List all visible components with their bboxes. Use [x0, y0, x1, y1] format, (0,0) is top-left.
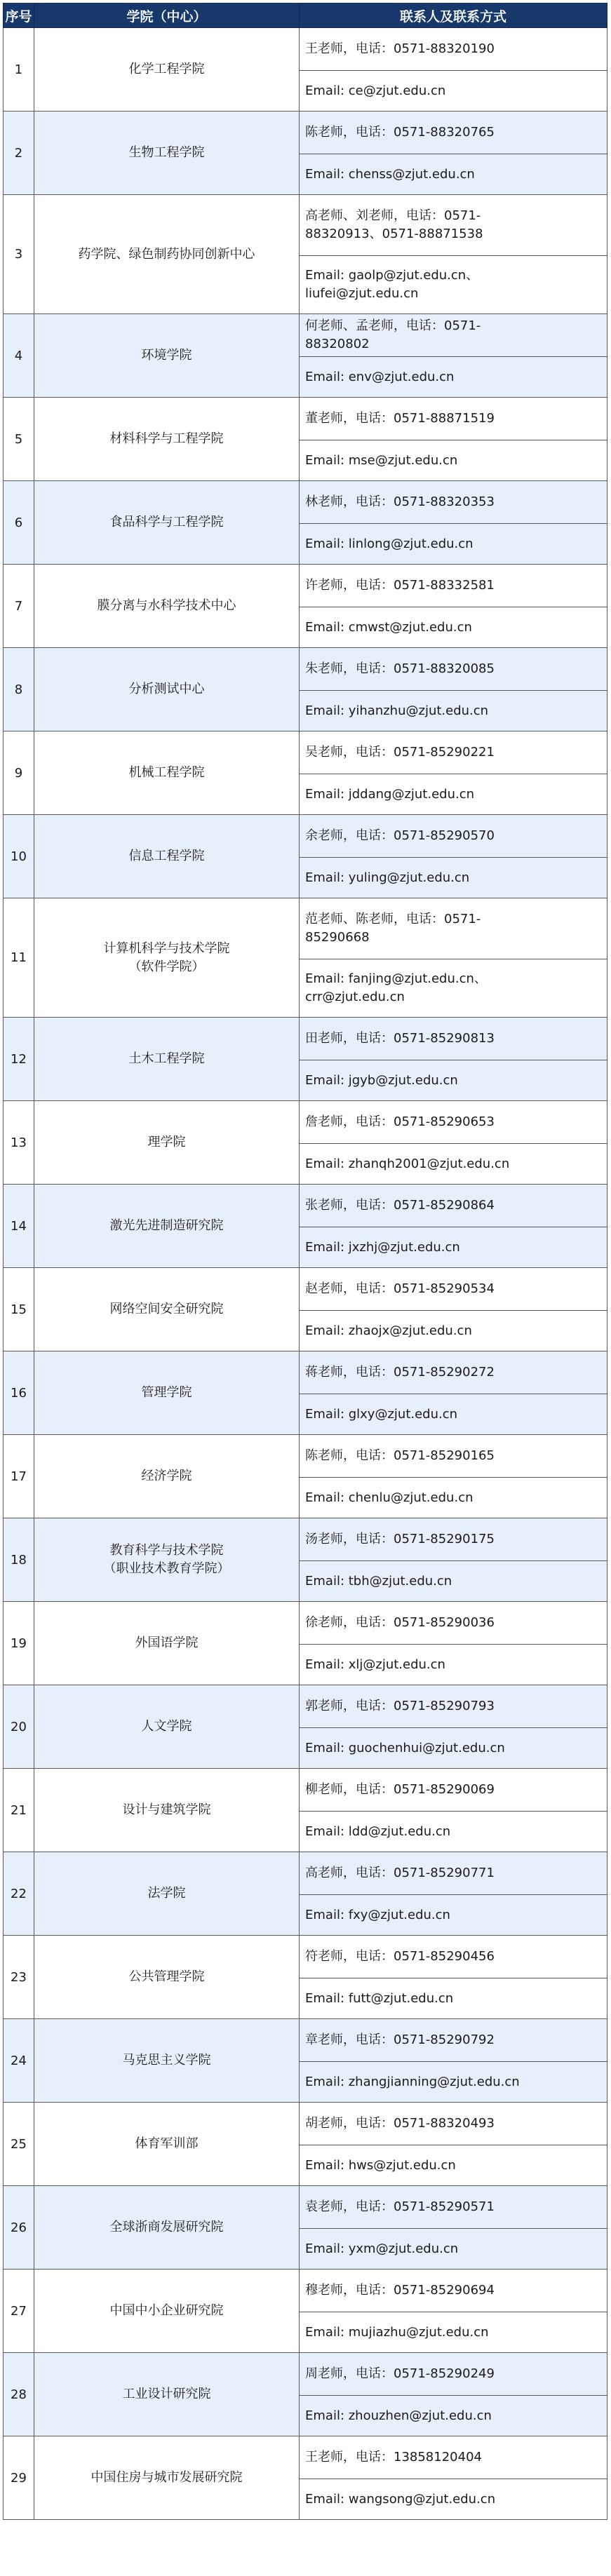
contact-email[interactable]: Email: yuling@zjut.edu.cn	[305, 870, 470, 885]
row-number: 9	[4, 731, 34, 815]
contact-phone: 范老师、陈老师，电话：0571- 85290668	[300, 898, 607, 959]
contact-phone: 陈老师，电话：0571-88320765	[300, 112, 607, 154]
college-name: 机械工程学院	[34, 731, 300, 815]
contact-email[interactable]: Email: tbh@zjut.edu.cn	[305, 1573, 452, 1589]
table-row	[4, 2103, 607, 2186]
row-number: 8	[4, 648, 34, 731]
table-row	[4, 2436, 607, 2520]
college-name: 药学院、绿色制药协同创新中心	[34, 195, 300, 314]
contact-email[interactable]: Email: cmwst@zjut.edu.cn	[305, 619, 472, 635]
college-name: 人文学院	[34, 1685, 300, 1769]
college-name: 化学工程学院	[34, 28, 300, 112]
table-row	[4, 1518, 607, 1602]
contact-email[interactable]: Email: gaolp@zjut.edu.cn、 liufei@zjut.edu.cn	[305, 268, 479, 301]
contact-cell	[300, 1685, 607, 1769]
contact-cell	[300, 648, 607, 731]
contact-phone: 王老师，电话：0571-88320190	[300, 28, 607, 71]
contact-email[interactable]: Email: zhouzhen@zjut.edu.cn	[305, 2408, 492, 2423]
contact-email[interactable]: Email: futt@zjut.edu.cn	[305, 1990, 454, 2006]
header-contact: 联系人及联系方式	[300, 4, 607, 28]
table-row	[4, 1185, 607, 1268]
contact-phone: 穆老师，电话：0571-85290694	[300, 2270, 607, 2312]
contact-cell	[300, 1351, 607, 1435]
table-row	[4, 1435, 607, 1518]
contact-phone: 汤老师，电话：0571-85290175	[300, 1518, 607, 1561]
contact-email[interactable]: Email: zhangjianning@zjut.edu.cn	[305, 2074, 520, 2089]
college-name: 理学院	[34, 1101, 300, 1185]
row-number: 14	[4, 1185, 34, 1268]
contact-email[interactable]: Email: glxy@zjut.edu.cn	[305, 1406, 458, 1422]
college-name: 公共管理学院	[34, 1936, 300, 2019]
row-number: 5	[4, 398, 34, 481]
row-number: 28	[4, 2353, 34, 2436]
contact-cell	[300, 2436, 607, 2520]
contact-cell	[300, 1769, 607, 1852]
contact-phone: 胡老师，电话：0571-88320493	[300, 2103, 607, 2145]
college-name: 计算机科学与技术学院 （软件学院）	[34, 898, 300, 1018]
row-number: 19	[4, 1602, 34, 1685]
contact-email[interactable]: Email: chenss@zjut.edu.cn	[305, 166, 475, 182]
contact-cell	[300, 731, 607, 815]
college-name: 中国中小企业研究院	[34, 2270, 300, 2353]
contact-phone: 吴老师，电话：0571-85290221	[300, 731, 607, 774]
table-row	[4, 1268, 607, 1351]
contact-email[interactable]: Email: chenlu@zjut.edu.cn	[305, 1490, 474, 1505]
college-name: 分析测试中心	[34, 648, 300, 731]
table-row	[4, 1018, 607, 1101]
contact-phone: 高老师，电话：0571-85290771	[300, 1852, 607, 1895]
contact-cell	[300, 2103, 607, 2186]
contact-phone: 林老师，电话：0571-88320353	[300, 481, 607, 524]
row-number: 24	[4, 2019, 34, 2103]
table-row	[4, 1936, 607, 2019]
college-name: 法学院	[34, 1852, 300, 1936]
contact-cell	[300, 1101, 607, 1185]
college-name: 激光先进制造研究院	[34, 1185, 300, 1268]
contact-email[interactable]: Email: env@zjut.edu.cn	[305, 369, 455, 384]
table-row	[4, 1351, 607, 1435]
table-row	[4, 1602, 607, 1685]
contact-email[interactable]: Email: hws@zjut.edu.cn	[305, 2157, 456, 2173]
row-number: 4	[4, 314, 34, 398]
row-number: 6	[4, 481, 34, 565]
contact-phone: 王老师，电话：13858120404	[300, 2436, 607, 2479]
row-number: 1	[4, 28, 34, 112]
row-number: 10	[4, 815, 34, 898]
contact-email[interactable]: Email: linlong@zjut.edu.cn	[305, 536, 474, 551]
table-row	[4, 2270, 607, 2353]
college-name: 外国语学院	[34, 1602, 300, 1685]
table-row	[4, 1685, 607, 1769]
contact-phone: 田老师，电话：0571-85290813	[300, 1018, 607, 1060]
contact-table	[3, 3, 607, 2520]
contact-phone: 朱老师，电话：0571-88320085	[300, 648, 607, 691]
table-row	[4, 481, 607, 565]
table-row	[4, 1852, 607, 1936]
contact-phone: 蒋老师，电话：0571-85290272	[300, 1351, 607, 1394]
header-college: 学院（中心）	[34, 4, 300, 28]
contact-email[interactable]: Email: jxzhj@zjut.edu.cn	[305, 1239, 460, 1255]
contact-phone: 余老师，电话：0571-85290570	[300, 815, 607, 858]
contact-cell	[300, 28, 607, 112]
row-number: 20	[4, 1685, 34, 1769]
contact-email[interactable]: Email: fxy@zjut.edu.cn	[305, 1907, 450, 1922]
contact-phone: 许老师，电话：0571-88332581	[300, 565, 607, 607]
contact-email[interactable]: Email: jgyb@zjut.edu.cn	[305, 1072, 458, 1088]
contact-phone: 袁老师，电话：0571-85290571	[300, 2186, 607, 2229]
contact-cell	[300, 2353, 607, 2436]
college-name: 工业设计研究院	[34, 2353, 300, 2436]
contact-phone: 董老师，电话：0571-88871519	[300, 398, 607, 440]
table-row	[4, 2019, 607, 2103]
row-number: 22	[4, 1852, 34, 1936]
contact-email[interactable]: Email: xlj@zjut.edu.cn	[305, 1657, 445, 1672]
contact-email[interactable]: Email: yxm@zjut.edu.cn	[305, 2241, 459, 2256]
contact-cell	[300, 1852, 607, 1936]
table-header-row	[4, 4, 607, 28]
row-number: 25	[4, 2103, 34, 2186]
contact-cell	[300, 1518, 607, 1602]
contact-phone: 郭老师，电话：0571-85290793	[300, 1685, 607, 1728]
contact-email[interactable]: Email: wangsong@zjut.edu.cn	[305, 2491, 496, 2507]
contact-email[interactable]: Email: zhanqh2001@zjut.edu.cn	[305, 1156, 510, 1171]
table-row	[4, 648, 607, 731]
row-number: 12	[4, 1018, 34, 1101]
contact-cell	[300, 1602, 607, 1685]
contact-email[interactable]: Email: ldd@zjut.edu.cn	[305, 1823, 451, 1839]
table-row	[4, 565, 607, 648]
table-row	[4, 1101, 607, 1185]
contact-phone: 陈老师，电话：0571-85290165	[300, 1435, 607, 1478]
table-row	[4, 195, 607, 314]
row-number: 15	[4, 1268, 34, 1351]
contact-phone: 章老师，电话：0571-85290792	[300, 2019, 607, 2062]
contact-phone: 张老师，电话：0571-85290864	[300, 1185, 607, 1227]
row-number: 27	[4, 2270, 34, 2353]
contact-cell	[300, 1268, 607, 1351]
row-number: 13	[4, 1101, 34, 1185]
contact-phone: 詹老师，电话：0571-85290653	[300, 1101, 607, 1144]
row-number: 7	[4, 565, 34, 648]
row-number: 11	[4, 898, 34, 1018]
row-number: 21	[4, 1769, 34, 1852]
college-name: 马克思主义学院	[34, 2019, 300, 2103]
contact-email[interactable]: Email: zhaojx@zjut.edu.cn	[305, 1323, 472, 1338]
contact-cell	[300, 815, 607, 898]
college-name: 体育军训部	[34, 2103, 300, 2186]
contact-email[interactable]: Email: fanjing@zjut.edu.cn、 crr@zjut.edu.cn	[305, 971, 487, 1004]
college-name: 膜分离与水科学技术中心	[34, 565, 300, 648]
college-name: 网络空间安全研究院	[34, 1268, 300, 1351]
college-name: 设计与建筑学院	[34, 1769, 300, 1852]
row-number: 23	[4, 1936, 34, 2019]
contact-cell	[300, 1936, 607, 2019]
college-name: 全球浙商发展研究院	[34, 2186, 300, 2270]
college-name: 食品科学与工程学院	[34, 481, 300, 565]
contact-phone: 何老师、孟老师，电话：0571- 88320802	[300, 314, 607, 357]
college-name: 环境学院	[34, 314, 300, 398]
college-name: 信息工程学院	[34, 815, 300, 898]
table-row	[4, 731, 607, 815]
contact-phone: 高老师、刘老师，电话：0571- 88320913、0571-88871538	[300, 195, 607, 256]
table-row	[4, 112, 607, 195]
contact-email[interactable]: Email: ce@zjut.edu.cn	[305, 83, 446, 98]
contact-cell	[300, 2186, 607, 2270]
contact-phone: 赵老师，电话：0571-85290534	[300, 1268, 607, 1311]
contact-phone: 柳老师，电话：0571-85290069	[300, 1769, 607, 1812]
contact-cell	[300, 481, 607, 565]
table-row	[4, 815, 607, 898]
contact-phone: 周老师，电话：0571-85290249	[300, 2353, 607, 2396]
contact-email[interactable]: Email: guochenhui@zjut.edu.cn	[305, 1740, 505, 1755]
row-number: 17	[4, 1435, 34, 1518]
row-number: 26	[4, 2186, 34, 2270]
contact-cell	[300, 398, 607, 481]
table-row	[4, 398, 607, 481]
contact-email[interactable]: Email: mse@zjut.edu.cn	[305, 452, 458, 468]
contact-cell	[300, 1018, 607, 1101]
table-row	[4, 314, 607, 398]
contact-cell	[300, 112, 607, 195]
table-row	[4, 2186, 607, 2270]
college-name: 中国住房与城市发展研究院	[34, 2436, 300, 2520]
contact-phone: 徐老师，电话：0571-85290036	[300, 1602, 607, 1645]
contact-cell	[300, 314, 607, 398]
table-row	[4, 898, 607, 1018]
table-row	[4, 28, 607, 112]
contact-cell	[300, 2019, 607, 2103]
table-row	[4, 1769, 607, 1852]
row-number: 2	[4, 112, 34, 195]
contact-cell	[300, 898, 607, 1018]
college-name: 教育科学与技术学院 （职业技术教育学院）	[34, 1518, 300, 1602]
row-number: 3	[4, 195, 34, 314]
contact-cell	[300, 1185, 607, 1268]
contact-email[interactable]: Email: mujiazhu@zjut.edu.cn	[305, 2324, 489, 2340]
contact-cell	[300, 565, 607, 648]
contact-phone: 符老师，电话：0571-85290456	[300, 1936, 607, 1978]
college-name: 土木工程学院	[34, 1018, 300, 1101]
contact-email[interactable]: Email: yihanzhu@zjut.edu.cn	[305, 703, 489, 718]
table-body	[4, 28, 607, 2520]
row-number: 16	[4, 1351, 34, 1435]
college-name: 材料科学与工程学院	[34, 398, 300, 481]
contact-cell	[300, 2270, 607, 2353]
contact-cell	[300, 195, 607, 314]
contact-cell	[300, 1435, 607, 1518]
contact-email[interactable]: Email: jddang@zjut.edu.cn	[305, 786, 475, 802]
row-number: 29	[4, 2436, 34, 2520]
college-name: 生物工程学院	[34, 112, 300, 195]
college-name: 管理学院	[34, 1351, 300, 1435]
row-number: 18	[4, 1518, 34, 1602]
header-no: 序号	[4, 4, 34, 28]
table-row	[4, 2353, 607, 2436]
college-name: 经济学院	[34, 1435, 300, 1518]
